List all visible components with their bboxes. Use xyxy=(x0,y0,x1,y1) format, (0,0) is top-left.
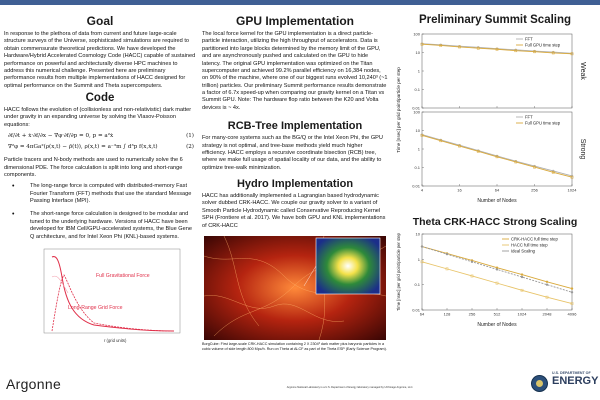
summit-scaling-chart xyxy=(392,26,598,212)
panel-side-label: Strong xyxy=(579,138,586,160)
x-tick-label: 1024 xyxy=(567,187,577,193)
doe-seal-icon xyxy=(531,375,548,392)
y-tick-label: 0.01 xyxy=(412,183,420,189)
legend-entry: HACC full time step xyxy=(511,242,548,248)
vlasov-poisson-equations xyxy=(4,132,196,154)
gpu-heading: GPU Implementation xyxy=(235,14,354,28)
argonne-logo xyxy=(6,376,61,394)
x-tick-label: 256 xyxy=(531,187,538,193)
data-point xyxy=(446,253,448,255)
legend-entry: Ideal Scaling xyxy=(511,248,535,254)
y-tick-label: 10 xyxy=(415,128,420,133)
panel-side-label: Weak xyxy=(579,62,586,80)
argonne-logo-text: Argonne xyxy=(6,376,62,392)
equation-2-number: (2) xyxy=(186,144,194,151)
data-point xyxy=(546,281,548,283)
doe-logo xyxy=(552,372,598,387)
code-intro-text: HACC follows the evolution of (collisionless and non-relativistic) dark matter under gravity in an expanding universe by solving the Vlasov-Poisson equations: xyxy=(4,107,192,128)
x-tick-label: 4 xyxy=(420,187,424,193)
code-text: Particle tracers and N-body methods are used to numerically solve the 6 dimensional PDE. The force calculation is split into long and short-range components. xyxy=(4,157,183,178)
data-point xyxy=(571,291,573,293)
y-tick-label: 0.01 xyxy=(412,105,420,111)
top-banner-strip xyxy=(0,0,600,5)
list-item xyxy=(12,183,196,205)
data-point xyxy=(546,283,548,285)
y-tick-label: 1 xyxy=(417,146,420,152)
left-column xyxy=(4,8,196,345)
zoom-inset xyxy=(316,238,380,294)
x-tick-label: 64 xyxy=(419,311,425,317)
force-plot-svg xyxy=(34,247,184,345)
data-point xyxy=(496,268,498,270)
goal-heading: Goal xyxy=(86,14,114,28)
y-tick-label: 0.1 xyxy=(414,87,420,92)
equation-1: ∂f/∂t + ẋ·∂f/∂x − ∇φ·∂f/∂p = 0, p = a²ẋ xyxy=(8,133,114,140)
bullet-dot-icon: • xyxy=(12,211,15,219)
summit-xlabel: Number of Nodes xyxy=(477,198,517,204)
data-point xyxy=(521,276,523,278)
data-point xyxy=(471,261,473,263)
y-tick-label: 0.01 xyxy=(412,307,420,313)
force-plot-frame xyxy=(44,249,180,333)
y-tick-label: 10 xyxy=(415,50,420,55)
summit-chart-svg xyxy=(392,26,598,212)
data-point xyxy=(571,287,573,289)
legend-entry: Full GPU time step xyxy=(525,42,561,48)
y-tick-label: 1 xyxy=(417,256,420,262)
theta-scaling-chart xyxy=(392,228,598,332)
x-tick-label: 512 xyxy=(493,311,501,317)
theta-xlabel: Number of Nodes xyxy=(477,322,517,328)
summit-ylabel: Time [nsec] per grid point/particle per step xyxy=(396,67,401,153)
footer-note: Argonne National Laboratory is a U.S. Department of Energy laboratory managed by UChicago Argonne, LLC. xyxy=(286,386,414,389)
y-tick-label: 100 xyxy=(413,31,420,37)
long-range-label: Long-Range Grid Force xyxy=(68,304,123,311)
y-tick-label: 100 xyxy=(413,109,420,115)
y-tick-label: 0.1 xyxy=(414,165,420,170)
legend-entry: FFT xyxy=(525,36,533,42)
x-tick-label: 16 xyxy=(457,187,462,193)
hydro-heading: Hydro Implementation xyxy=(236,178,354,190)
full-force-label: Full Gravitational Force xyxy=(96,272,150,279)
simulation-render-svg xyxy=(204,236,386,340)
plot-frame xyxy=(422,234,572,310)
equation-2: ∇²φ = 4πGa²(ρ(x,t) − ρ̄(t)), ρ(x,t) = a⁻³m ∫ d³p f(x,ẋ,t) xyxy=(8,144,158,151)
x-tick-label: 1024 xyxy=(517,311,527,317)
theta-ylabel: Time [nsec] per grid point/particle per step xyxy=(396,232,401,312)
force-split-figure xyxy=(34,247,184,345)
goal-text: In response to the plethora of data from current and future large-scale structure surveys of the Universe, sophisticated simulations are required to obtain commensurate theoretical predictions. We have developed the Hardware/Hybrid Accelerated Cosmology Code (HACC) capable of sustained performance on powerful and architecturally diverse HPC machines to address this numerical challenge. Presented here are preliminary performance results from multiple implementations of HACC designed for optimal performance on the Summit and Theta supercomputers. xyxy=(4,31,196,89)
rcb-heading: RCB-Tree Implementation xyxy=(227,120,363,133)
theta-chart-svg xyxy=(392,228,598,332)
x-tick-label: 64 xyxy=(494,187,500,193)
gpu-text: The local force kernel for the GPU implementation is a direct particle-particle interaction, utilizing the high throughput of accelerators. Data is partitioned into large blocks determined by the memory limit of the GPU, and are asynchronously pushed and calculated on the GPU to hide latency. The original GPU implementation was optimized on the Titan supercomputer and achieved 99.2% parallel efficiency on 16,384 nodes, on 90% of the machine, where one of our biggest runs evolved 10,240³ (~1 trillion) particles. Our preliminary Summit performance results demonstrate a factor of 6.7x speed-up when comparing our gravity kernel on a Titan vs Summit GPU. Note: The hardware flop ratio between the K20 and Volta devices is ~ 4x. xyxy=(202,31,388,111)
force-xlabel: r (grid units) xyxy=(104,337,127,343)
y-tick-label: 1 xyxy=(417,68,420,74)
hydro-text: HACC has additionally implemented a Lagrangian based hydrodynamic solver dubbed CRK-HACC. We couple our gravity solver to a variant of Smooth Particle Hydrodynamic called Conservative Reproducing Kernel SPH (Frontiere et al. 2017). We have both GPU and KNL implementations of CRK-HACC xyxy=(202,193,386,229)
code-bullet-list xyxy=(4,183,196,241)
borgcube-simulation-image xyxy=(204,236,386,340)
data-point xyxy=(421,245,423,247)
doe-logo-small-text: U.S. DEPARTMENT OF xyxy=(552,371,591,375)
bullet-dot-icon: • xyxy=(12,183,15,191)
doe-logo-big-text: ENERGY xyxy=(552,374,599,387)
x-tick-label: 256 xyxy=(468,311,476,317)
rcb-text: For many-core systems such as the BG/Q or the Intel Xeon Phi, the GPU strategy is not optimal, and tree-base methods yield much higher efficiency. HACC employs a recursive coordinate bisection (RCB) tree, where we make full usage of spatial locality of our data, and the ability to optimize tree-walk minimization. xyxy=(202,135,383,171)
code-heading: Code xyxy=(85,92,115,104)
theta-heading: Theta CRK-HACC Strong Scaling xyxy=(412,216,578,228)
data-point xyxy=(521,273,523,275)
hydro-caption: BorgCube: First large-scale CRK-HACC simulation containing 2 X 2304³ dark matter plus baryonic particles in a cubic volume of side length 800 Mpc/h. Run on Theta at ALCF as part of the Theta ESP (Early Science Program). xyxy=(202,341,387,351)
summit-heading: Preliminary Summit Scaling xyxy=(418,14,572,26)
equation-1-number: (1) xyxy=(186,133,194,140)
middle-column xyxy=(202,8,388,352)
x-tick-label: 2048 xyxy=(542,311,552,317)
bullet-text: The short-range force calculation is designed to be modular and tuned to the underlying hardware. Versions of HACC have been developed for IBM Cell/GPU-accelerated systems, the Blue Gene Q architecture, and for Intel Xeon Phi (KNL)-based systems. xyxy=(30,211,192,240)
legend-entry: Full GPU time step xyxy=(525,120,561,126)
list-item xyxy=(12,211,196,241)
right-column xyxy=(392,8,598,332)
legend-entry: FFT xyxy=(525,114,533,120)
x-tick-label: 4096 xyxy=(567,311,577,317)
legend-entry: CRK-HACC full time step xyxy=(511,236,558,242)
y-tick-label: 10 xyxy=(415,231,420,237)
x-tick-label: 128 xyxy=(443,311,451,317)
y-tick-label: 0.1 xyxy=(414,282,420,288)
bullet-text: The long-range force is computed with distributed-memory Fast Fourier Transform (FFT) methods that use the standard Message Passing Interface (MPI). xyxy=(30,183,192,204)
